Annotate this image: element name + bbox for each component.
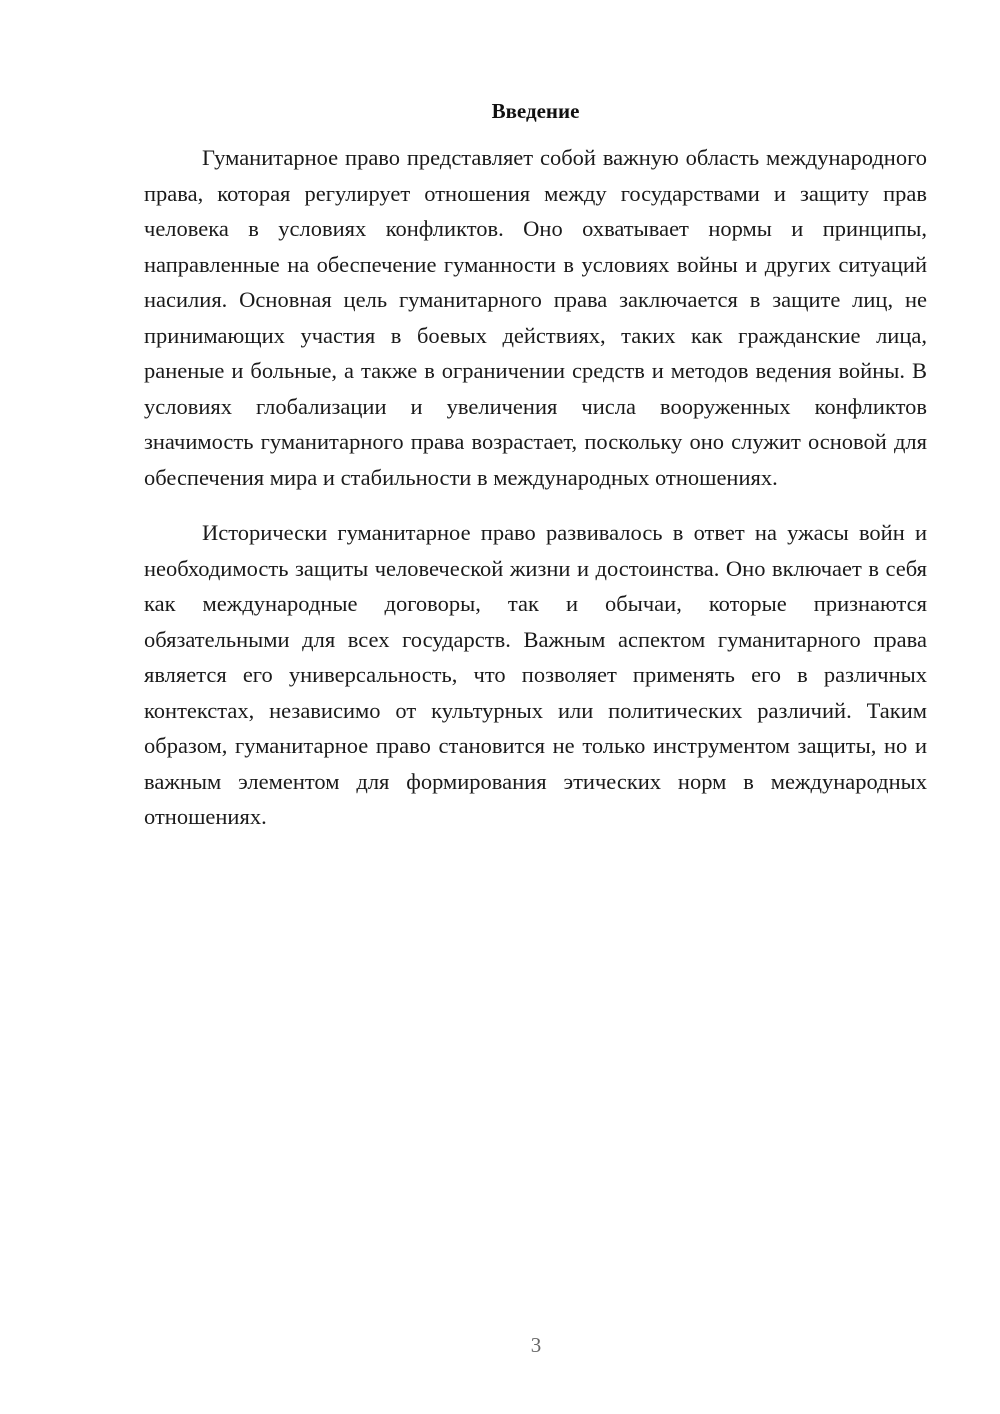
body-paragraph-2: Исторически гуманитарное право развивалось в ответ на ужасы войн и необходимость защиты человеческой жизни и достоинства. Оно включает в себя как международные договоры, так и обычаи, которые признаются обязательными для всех государств. Важным аспектом гуманитарного права является его универсальность, что позволяет применять его в различных контекстах, независимо от культурных или политических различий. Таким образом, гуманитарное право становится не только инструментом защиты, но и важным элементом для формирования этических норм в международных отношениях. xyxy=(144,520,927,829)
section-heading: Введение xyxy=(491,99,580,123)
page-content xyxy=(144,96,927,835)
page-number: 3 xyxy=(530,1333,542,1357)
body-paragraph-1: Гуманитарное право представляет собой важную область международного права, которая регулирует отношения между государствами и защиту прав человека в условиях конфликтов. Оно охватывает нормы и принципы, направленные на обеспечение гуманности в условиях войны и других ситуаций насилия. Основная цель гуманитарного права заключается в защите лиц, не принимающих участия в боевых действиях, таких как гражданские лица, раненые и больные, а также в ограничении средств и методов ведения войны. В условиях глобализации и увеличения числа вооруженных конфликтов значимость гуманитарного права возрастает, поскольку оно служит основой для обеспечения мира и стабильности в международных отношениях. xyxy=(144,145,927,490)
